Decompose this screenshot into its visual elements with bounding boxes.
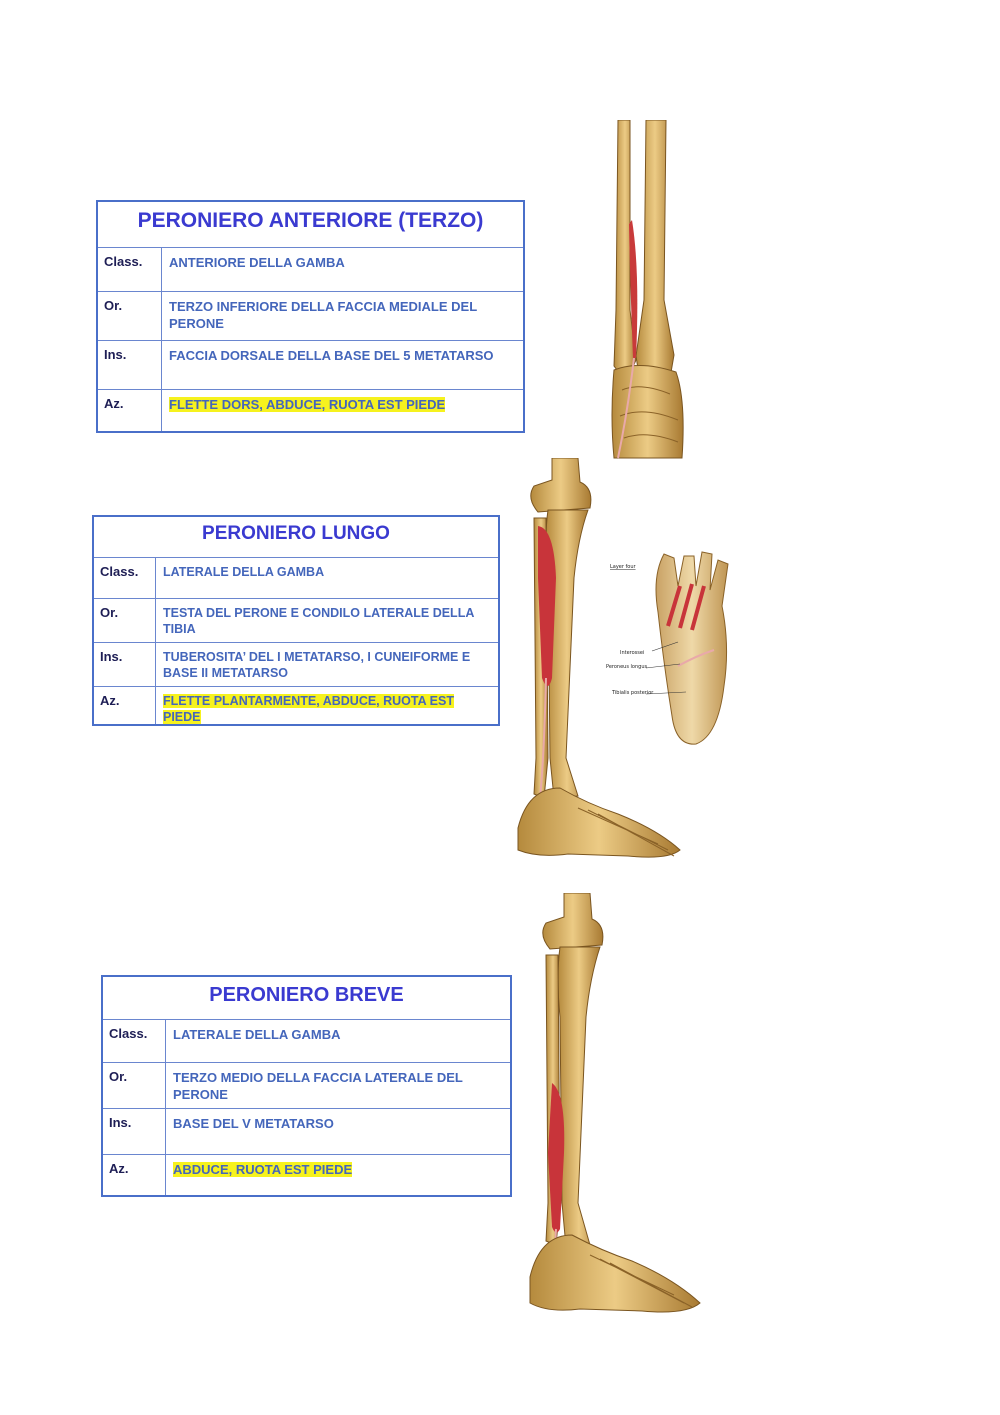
foot-label-peroneus-longus: Peroneus longus — [606, 664, 648, 670]
foot-plantar-illustration — [606, 546, 738, 748]
row-label: Class. — [103, 1020, 166, 1062]
table-title: PERONIERO ANTERIORE (TERZO) — [98, 202, 523, 248]
row-label: Class. — [94, 558, 156, 598]
table-row-class — [94, 558, 498, 599]
row-value: TESTA DEL PERONE E CONDILO LATERALE DELLA TIBIA — [163, 606, 474, 636]
row-label: Or. — [103, 1063, 166, 1108]
foot-label-interossei: Interossei — [620, 650, 645, 656]
row-value-highlight: FLETTE PLANTARMENTE, ABDUCE, RUOTA EST PIEDE — [163, 694, 454, 724]
table-row-origin — [94, 599, 498, 643]
table-row-action — [98, 390, 523, 431]
row-label: Or. — [94, 599, 156, 642]
ankle-anterior-illustration — [600, 120, 690, 462]
row-value-highlight: FLETTE DORS, ABDUCE, RUOTA EST PIEDE — [169, 397, 446, 412]
table-row-class — [103, 1020, 510, 1063]
row-value-highlight: ABDUCE, RUOTA EST PIEDE — [173, 1162, 353, 1177]
row-label: Az. — [103, 1155, 166, 1195]
table-row-origin — [98, 292, 523, 341]
table-row-action — [94, 687, 498, 724]
table-peroniero-breve — [101, 975, 512, 1197]
row-label: Ins. — [94, 643, 156, 686]
foot-figure-heading: Layer four — [610, 564, 636, 570]
row-value: TERZO INFERIORE DELLA FACCIA MEDIALE DEL PERONE — [169, 299, 477, 331]
row-value: LATERALE DELLA GAMBA — [163, 565, 325, 579]
row-value: ANTERIORE DELLA GAMBA — [169, 255, 345, 270]
row-label: Class. — [98, 248, 162, 291]
row-label: Ins. — [98, 341, 162, 389]
table-row-insertion — [98, 341, 523, 390]
row-label: Ins. — [103, 1109, 166, 1154]
table-row-class — [98, 248, 523, 292]
row-label: Or. — [98, 292, 162, 340]
table-row-insertion — [103, 1109, 510, 1155]
table-title: PERONIERO LUNGO — [94, 517, 498, 558]
table-row-origin — [103, 1063, 510, 1109]
row-value: BASE DEL V METATARSO — [173, 1116, 334, 1131]
row-label: Az. — [98, 390, 162, 431]
table-title: PERONIERO BREVE — [103, 977, 510, 1020]
row-value: LATERALE DELLA GAMBA — [173, 1027, 341, 1042]
table-row-action — [103, 1155, 510, 1195]
row-value: TUBEROSITA’ DEL I METATARSO, I CUNEIFORME E BASE II METATARSO — [163, 650, 471, 680]
table-peroniero-anteriore — [96, 200, 525, 433]
table-row-insertion — [94, 643, 498, 687]
foot-label-tibialis-posterior: Tibialis posterior — [612, 690, 654, 696]
row-value: TERZO MEDIO DELLA FACCIA LATERALE DEL PERONE — [173, 1070, 463, 1102]
row-value: FACCIA DORSALE DELLA BASE DEL 5 METATARSO — [169, 348, 494, 363]
leg-lateral-brevis-illustration — [518, 893, 703, 1321]
row-label: Az. — [94, 687, 156, 724]
table-peroniero-lungo — [92, 515, 500, 726]
